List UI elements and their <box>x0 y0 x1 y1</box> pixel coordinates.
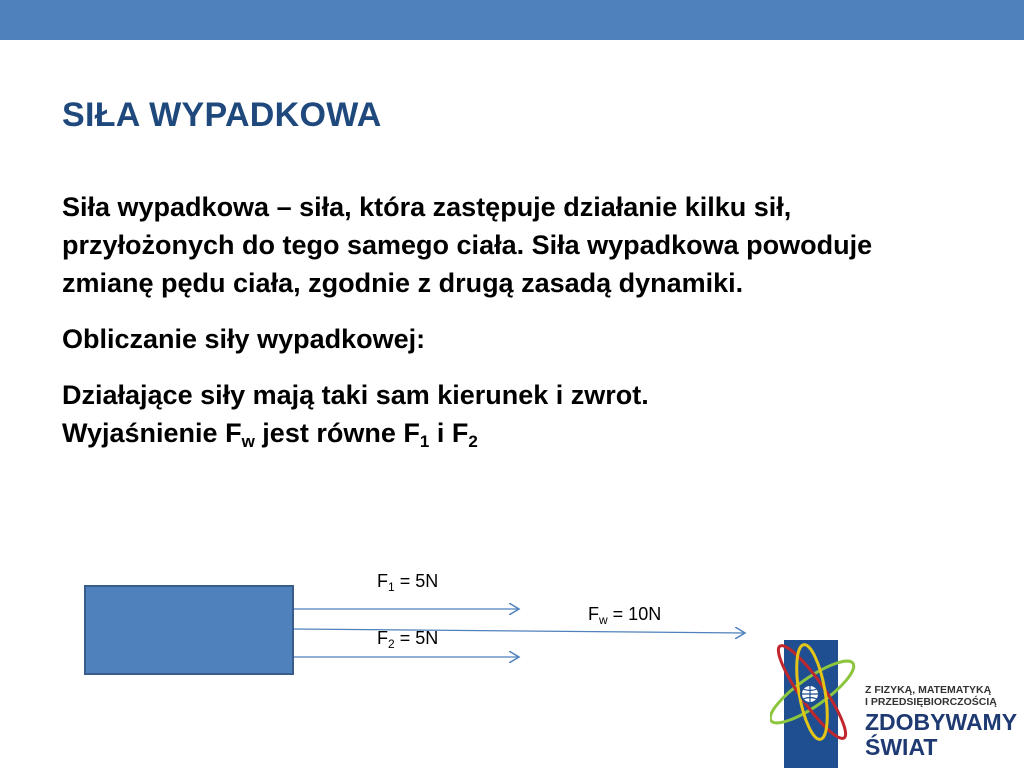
fw-prefix: F <box>588 604 599 624</box>
logo-line-2: I PRZEDSIĘBIORCZOŚCIĄ <box>865 696 997 708</box>
f2-prefix: F <box>377 628 388 648</box>
explain-w-sub: w <box>241 432 255 451</box>
fw-arrow <box>294 629 745 633</box>
explanation-line <box>62 414 942 452</box>
calculation-heading: Obliczanie siły wypadkowej: <box>62 324 426 354</box>
explain-two-sub: 2 <box>468 432 478 451</box>
case-line: Działające siły mają taki sam kierunek i zwrot. <box>62 380 649 410</box>
slide-content <box>62 188 942 452</box>
explain-and: i F <box>429 418 469 448</box>
f2-value: = 5N <box>394 628 439 648</box>
logo-line-1: Z FIZYKĄ, MATEMATYKĄ <box>865 684 992 696</box>
f2-label <box>377 628 438 649</box>
logo-wordmark <box>865 710 1017 760</box>
explain-one-sub: 1 <box>419 432 430 451</box>
f1-label <box>377 571 438 592</box>
logo-tagline <box>865 684 997 708</box>
logo-line-4: ŚWIAT <box>865 734 938 760</box>
logo-line-3: ZDOBYWAMY <box>865 709 1018 735</box>
atom-icon <box>770 620 870 768</box>
project-logo <box>770 620 1024 768</box>
definition-paragraph: Siła wypadkowa – siła, która zastępuje działanie kilku sił, przyłożonych do tego samego ciała. Siła wypadkowa powoduje zmianę pędu ciała, zgodnie z drugą zasadą dynamiki. <box>62 192 873 298</box>
f1-value: = 5N <box>394 571 439 591</box>
fw-sub: w <box>599 613 608 627</box>
slide-title: SIŁA WYPADKOWA <box>62 96 382 134</box>
explain-prefix: Wyjaśnienie F <box>62 418 242 448</box>
fw-label <box>588 604 661 625</box>
f1-prefix: F <box>377 571 388 591</box>
f2-sub: 2 <box>388 637 395 651</box>
f1-sub: 1 <box>388 580 395 594</box>
top-accent-bar <box>0 0 1024 40</box>
fw-value: = 10N <box>607 604 662 624</box>
explain-middle: jest równe F <box>254 418 420 448</box>
